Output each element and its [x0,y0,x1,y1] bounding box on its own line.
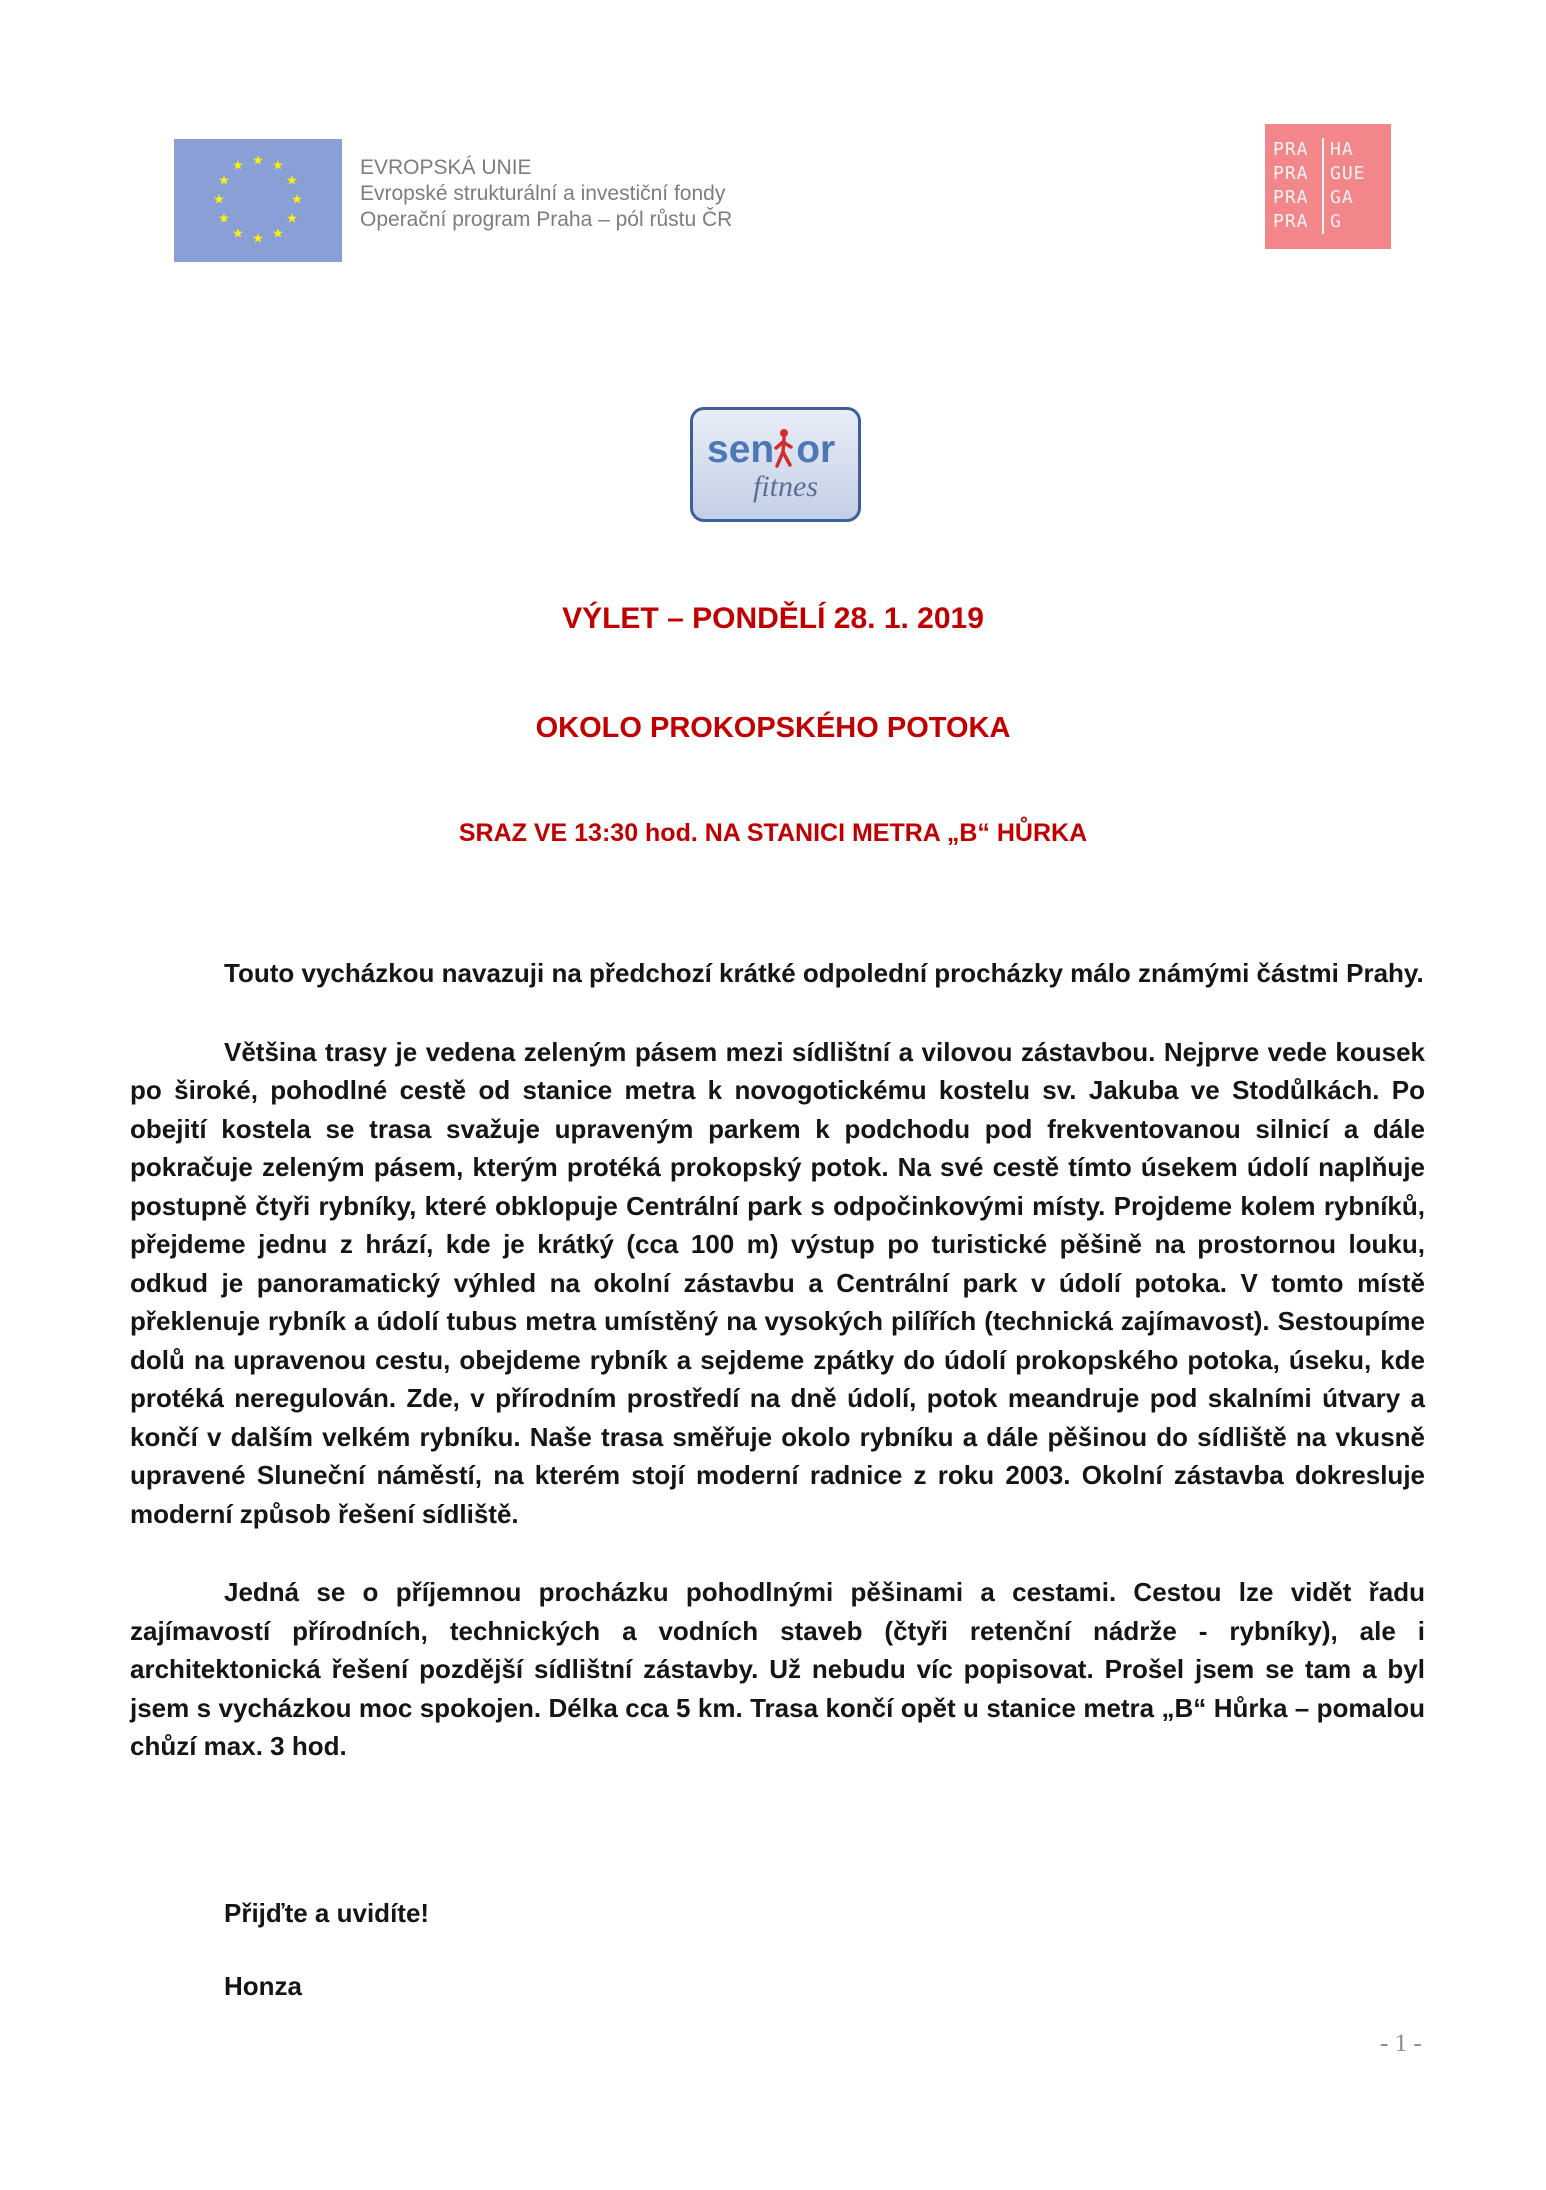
eu-line-3: Operační program Praha – pól růstu ČR [360,208,733,231]
logo-word-fitnes: fitnes [753,470,818,503]
praha-logo-left: PRA [1273,186,1324,210]
star-icon: ★ [291,192,303,208]
star-icon: ★ [213,192,225,208]
eu-logo-text [360,155,732,233]
star-icon: ★ [286,211,298,227]
page-number: - 1 - [1380,2030,1422,2057]
logo-word-part: sen [707,428,775,471]
star-icon: ★ [252,231,264,247]
body-text [130,954,1425,1766]
eu-line-2: Evropské strukturální a investiční fondy [360,182,726,205]
eu-logo-block [174,139,732,262]
praha-logo-right: HA [1330,139,1354,160]
trip-title: VÝLET – PONDĚLÍ 28. 1. 2019 [562,602,984,635]
signature: Honza [224,1971,302,2001]
praha-logo-row [1273,138,1391,162]
senior-fitnes-logo [690,407,861,522]
praha-logo [1265,124,1391,249]
logo-word-part: or [796,428,836,471]
paragraph-2: Většina trasy je vedena zeleným pásem mezi sídlištní a vilovou zástavbou. Nejprve vede kousek po široké, pohodlné cestě od stanice metra k novogotickému kostelu sv. Jakuba ve Stodůlkách. Po obejití kostela se trasa svažuje upraveným parkem k podchodu pod frekventovanou silnicí a dále pokračuje zeleným pásem, kterým protéká prokopský potok. Na své cestě tímto úsekem údolí naplňuje postupně čtyři rybníky, které obklopuje Centrální park s odpočinkovými místy. Projdeme kolem rybníků, přejdeme jednu z hrází, kde je krátký (cca 100 m) výstup po turistické pěšině na prostornou louku, odkud je panoramatický výhled na okolní zástavbu a Centrální park v údolí potoka. V tomto místě překlenuje rybník a údolí tubus metra umístěný na vysokých pilířích (technická zajímavost). Sestoupíme dolů na upravenou cestu, obejdeme rybník a sejdeme zpátky do údolí prokopského potoka, úseku, kde protéká neregulován. Zde, v přírodním prostředí na dně údolí, potok meandruje pod skalními útvary a končí v dalším velkém rybníku. Naše trasa směřuje okolo rybníku a dále pěšinou do sídliště na vkusně upravené Sluneční náměstí, na kterém stojí moderní radnice z roku 2003. Okolní zástavba dokresluje moderní způsob řešení sídliště. [130,1036,1425,1529]
eu-line-1: EVROPSKÁ UNIE [360,156,532,179]
eu-flag-icon [174,139,342,262]
praha-logo-left: PRA [1273,138,1324,162]
walking-person-icon [773,428,795,470]
star-icon: ★ [232,158,244,174]
praha-logo-row [1273,210,1391,234]
star-icon: ★ [272,158,284,174]
praha-logo-row [1273,162,1391,186]
trip-subtitle: OKOLO PROKOPSKÉHO POTOKA [535,712,1011,744]
praha-logo-row [1273,186,1391,210]
logo-word-senior [707,428,835,472]
praha-logo-right: GA [1330,187,1354,208]
star-icon: ★ [286,173,298,189]
star-icon: ★ [252,153,264,169]
star-icon: ★ [218,211,230,227]
paragraph-1: Touto vycházkou navazuji na předchozí krátké odpolední procházky málo známými částmi Prahy. [224,958,1424,988]
star-icon: ★ [272,226,284,242]
praha-logo-left: PRA [1273,210,1324,234]
closing-invitation: Přijďte a uvidíte! [224,1898,430,1928]
paragraph-3: Jedná se o příjemnou procházku pohodlnými pěšinami a cestami. Cestou lze vidět řadu zajímavostí přírodních, technických a vodních staveb (čtyři retenční nádrže - rybníky), ale i architektonická řešení pozdější sídlištní zástavby. Už nebudu víc popisovat. Prošel jsem se tam a byl jsem s vycházkou moc spokojen. Délka cca 5 km. Trasa končí opět u stanice metra „B“ Hůrka – pomalou chůzí max. 3 hod. [130,1577,1425,1761]
praha-logo-right: GUE [1330,163,1366,184]
star-icon: ★ [218,173,230,189]
praha-logo-left: PRA [1273,162,1324,186]
star-icon: ★ [232,226,244,242]
meeting-info: SRAZ VE 13:30 hod. NA STANICI METRA „B“ HŮRKA [458,819,1088,847]
praha-logo-right: G [1330,211,1342,232]
